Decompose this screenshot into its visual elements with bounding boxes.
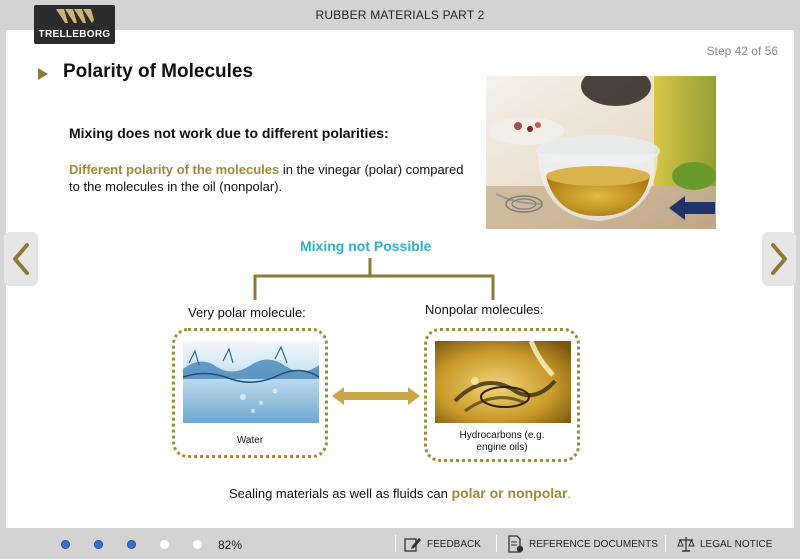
double-arrow-icon: [332, 386, 420, 406]
footer-divider: [665, 535, 666, 552]
nonpolar-label: Nonpolar molecules:: [425, 302, 544, 317]
progress-percent: 82%: [218, 538, 243, 552]
legal-notice-button[interactable]: [677, 535, 777, 553]
oil-image: [435, 341, 571, 423]
chevron-right-icon: [768, 242, 790, 276]
body-highlight: Different polarity of the molecules: [69, 162, 280, 177]
logo-text: TRELLEBORG: [38, 29, 111, 40]
top-bar: [0, 0, 800, 30]
document-icon: [507, 535, 525, 553]
footer-bar: [0, 528, 800, 559]
footer-divider: [496, 535, 497, 552]
water-caption: Water: [236, 435, 264, 446]
diagram-title: Mixing not Possible: [300, 238, 432, 254]
diagram-bracket: [246, 258, 506, 302]
water-image: [183, 341, 319, 423]
course-title: RUBBER MATERIALS PART 2: [315, 8, 485, 22]
water-card: [172, 328, 328, 458]
feedback-label: FEEDBACK: [427, 539, 481, 550]
reference-label: REFERENCE DOCUMENTS: [529, 539, 658, 550]
previous-step-button[interactable]: [4, 232, 38, 286]
feedback-button[interactable]: [404, 535, 484, 553]
summary-text: [6, 485, 794, 501]
summary-end: .: [567, 486, 572, 501]
slide-content: [6, 30, 794, 528]
slide-heading: Polarity of Molecules: [63, 61, 254, 82]
progress-dot[interactable]: [160, 540, 169, 549]
step-counter: Step 42 of 56: [706, 44, 778, 58]
next-step-button[interactable]: [762, 232, 796, 286]
oil-caption: [427, 430, 577, 454]
body-rest: in the vinegar (polar) compared to the molecules in the oil (nonpolar).: [69, 162, 464, 194]
oil-caption-line2: engine oils): [476, 442, 528, 453]
summary-start: Sealing materials as well as fluids can: [228, 486, 452, 501]
oil-card: [424, 328, 580, 462]
reference-documents-button[interactable]: [507, 535, 657, 553]
scales-icon: [677, 535, 695, 553]
oil-caption-line1: Hydrocarbons (e.g.: [459, 430, 545, 441]
slide-subheading: Mixing does not work due to different polarities:: [69, 125, 389, 141]
logo-mark-icon: [56, 9, 94, 25]
edit-icon: [404, 535, 422, 553]
progress-dot[interactable]: [193, 540, 202, 549]
chevron-left-icon: [10, 242, 32, 276]
legal-label: LEGAL NOTICE: [700, 539, 773, 550]
progress-dot[interactable]: [94, 540, 103, 549]
footer-divider: [395, 535, 396, 552]
trelleborg-logo: [34, 5, 115, 44]
heading-bullet-icon: [38, 68, 48, 80]
progress-dot[interactable]: [61, 540, 70, 549]
vinaigrette-photo: [486, 76, 716, 229]
polar-label: Very polar molecule:: [188, 305, 306, 320]
progress-dot[interactable]: [127, 540, 136, 549]
body-text: [69, 161, 469, 195]
summary-highlight: polar or nonpolar: [451, 485, 568, 501]
